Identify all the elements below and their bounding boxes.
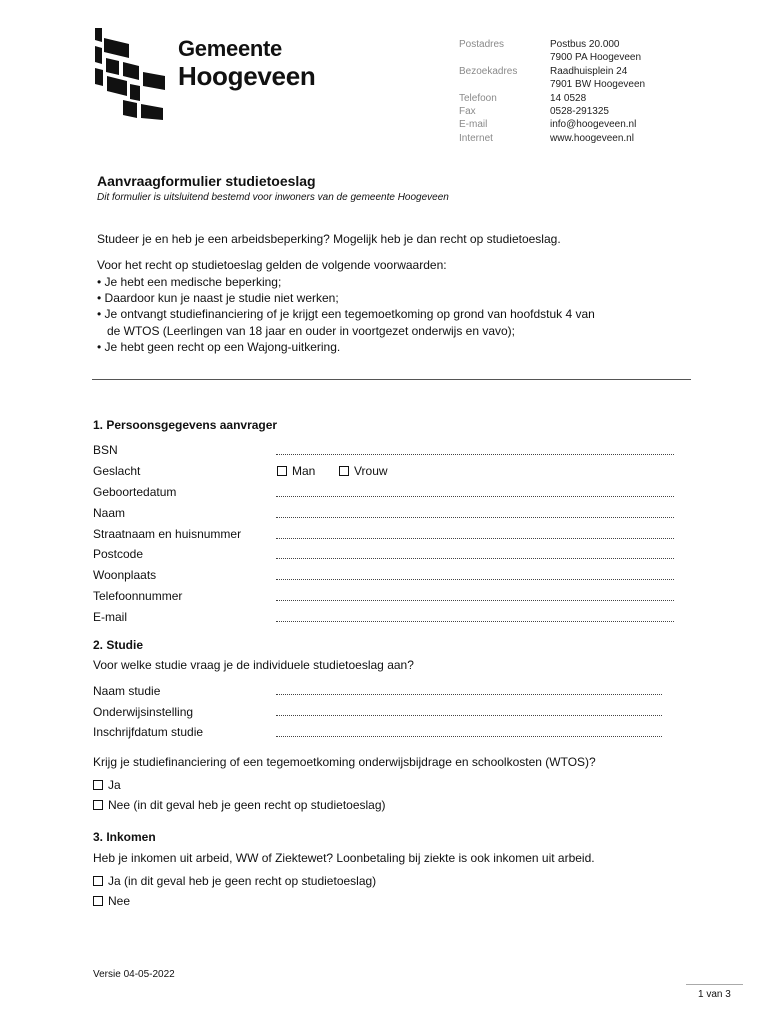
- inkomen-question: Heb je inkomen uit arbeid, WW of Ziektewet? Loonbetaling bij ziekte is ook inkomen uit arbeid.: [93, 851, 595, 865]
- section-3-heading: 3. Inkomen: [93, 830, 156, 844]
- contact-value: 7900 PA Hoogeveen: [550, 52, 642, 64]
- checkbox-vrouw[interactable]: [339, 466, 349, 476]
- version-text: Versie 04-05-2022: [93, 969, 175, 980]
- contact-label: Telefoon: [459, 92, 497, 104]
- contact-label: E-mail: [459, 119, 488, 131]
- bsn-label: BSN: [93, 443, 118, 457]
- naam-field[interactable]: [276, 517, 674, 518]
- contact-value: Postbus 20.000: [550, 39, 620, 50]
- gender-vrouw-label: Vrouw: [354, 464, 388, 478]
- woonplaats-label: Woonplaats: [93, 568, 157, 582]
- contact-label: Postadres: [459, 39, 505, 50]
- contact-value: Raadhuisplein 24: [550, 65, 628, 77]
- section-2-heading: 2. Studie: [93, 638, 144, 652]
- geslacht-label: Geslacht: [93, 464, 141, 478]
- footer-divider: [686, 984, 743, 985]
- condition-item: • Je hebt een medische beperking;: [97, 275, 282, 289]
- contact-values: [550, 38, 645, 145]
- conditions-lead: Voor het recht op studietoeslag gelden de volgende voorwaarden:: [97, 258, 447, 272]
- conditions-list: [97, 274, 595, 355]
- bsn-field[interactable]: [276, 454, 674, 455]
- contact-value: 7901 BW Hoogeveen: [550, 79, 646, 91]
- inschrijfdatum-label: Inschrijfdatum studie: [93, 725, 204, 739]
- postcode-label: Postcode: [93, 547, 144, 561]
- intro-text: Studeer je en heb je een arbeidsbeperking? Mogelijk heb je dan recht op studietoeslag.: [97, 232, 561, 246]
- condition-item: • Daardoor kun je naast je studie niet werken;: [97, 291, 339, 306]
- gender-man-label: Man: [292, 464, 316, 478]
- checkbox-wtos-nee[interactable]: [93, 800, 103, 810]
- section-1-heading: 1. Persoonsgegevens aanvrager: [93, 418, 278, 432]
- studie-question: Voor welke studie vraag je de individuele studietoeslag aan?: [93, 658, 414, 672]
- checkbox-man[interactable]: [277, 466, 287, 476]
- onderwijsinstelling-label: Onderwijsinstelling: [93, 705, 194, 719]
- page-number: 1 van 3: [698, 989, 731, 1000]
- condition-item: • Je hebt geen recht op een Wajong-uitkering.: [97, 339, 341, 354]
- contact-label: [459, 78, 517, 91]
- straat-field[interactable]: [276, 538, 674, 539]
- naam-label: Naam: [93, 506, 126, 520]
- email-label: E-mail: [93, 610, 128, 624]
- checkbox-wtos-ja[interactable]: [93, 780, 103, 790]
- inschrijfdatum-field[interactable]: [276, 736, 662, 737]
- telefoon-field[interactable]: [276, 600, 674, 601]
- contact-label: Internet: [459, 132, 493, 144]
- contact-labels: [459, 38, 517, 145]
- contact-label: Fax: [459, 105, 476, 117]
- contact-value: 0528-291325: [550, 105, 609, 117]
- inkomen-nee-label: Nee: [108, 894, 131, 908]
- form-subtitle: Dit formulier is uitsluitend bestemd voor inwoners van de gemeente Hoogeveen: [97, 192, 449, 203]
- wtos-option-ja[interactable]: [93, 778, 121, 792]
- geboortedatum-label: Geboortedatum: [93, 485, 177, 499]
- wtos-question: Krijg je studiefinanciering of een tegemoetkoming onderwijsbijdrage en schoolkosten (WTOS)?: [93, 755, 596, 769]
- wtos-nee-label: Nee (in dit geval heb je geen recht op studietoeslag): [108, 798, 386, 812]
- onderwijsinstelling-field[interactable]: [276, 715, 662, 716]
- contact-label: Bezoekadres: [459, 65, 518, 77]
- naam-studie-field[interactable]: [276, 694, 662, 695]
- gender-option-man[interactable]: [277, 464, 315, 478]
- straat-label: Straatnaam en huisnummer: [93, 527, 242, 541]
- checkbox-inkomen-ja[interactable]: [93, 876, 103, 886]
- inkomen-option-nee[interactable]: [93, 894, 130, 908]
- telefoon-label: Telefoonnummer: [93, 589, 183, 603]
- geboortedatum-field[interactable]: [276, 496, 674, 497]
- inkomen-option-ja[interactable]: [93, 874, 376, 888]
- divider: [92, 379, 691, 380]
- logo-word-gemeente: Gemeente: [178, 36, 282, 61]
- woonplaats-field[interactable]: [276, 579, 674, 580]
- contact-label: [459, 51, 517, 64]
- wtos-ja-label: Ja: [108, 778, 121, 792]
- wtos-option-nee[interactable]: [93, 798, 386, 812]
- contact-value[interactable]: info@hoogeveen.nl: [550, 119, 637, 131]
- postcode-field[interactable]: [276, 558, 674, 559]
- form-title: Aanvraagformulier studietoeslag: [97, 173, 316, 189]
- checkbox-inkomen-nee[interactable]: [93, 896, 103, 906]
- contact-value: 14 0528: [550, 92, 587, 104]
- gender-option-vrouw[interactable]: [339, 464, 388, 478]
- contact-value[interactable]: www.hoogeveen.nl: [550, 132, 634, 144]
- inkomen-ja-label: Ja (in dit geval heb je geen recht op studietoeslag): [108, 874, 377, 888]
- logo-word-hoogeveen: Hoogeveen: [178, 61, 316, 91]
- condition-item: de WTOS (Leerlingen van 18 jaar en ouder in voortgezet onderwijs en vavo);: [97, 323, 516, 338]
- email-field[interactable]: [276, 621, 674, 622]
- condition-item: • Je ontvangt studiefinanciering of je krijgt een tegemoetkoming op grond van hoofdstuk 4 van: [97, 307, 595, 322]
- naam-studie-label: Naam studie: [93, 684, 161, 698]
